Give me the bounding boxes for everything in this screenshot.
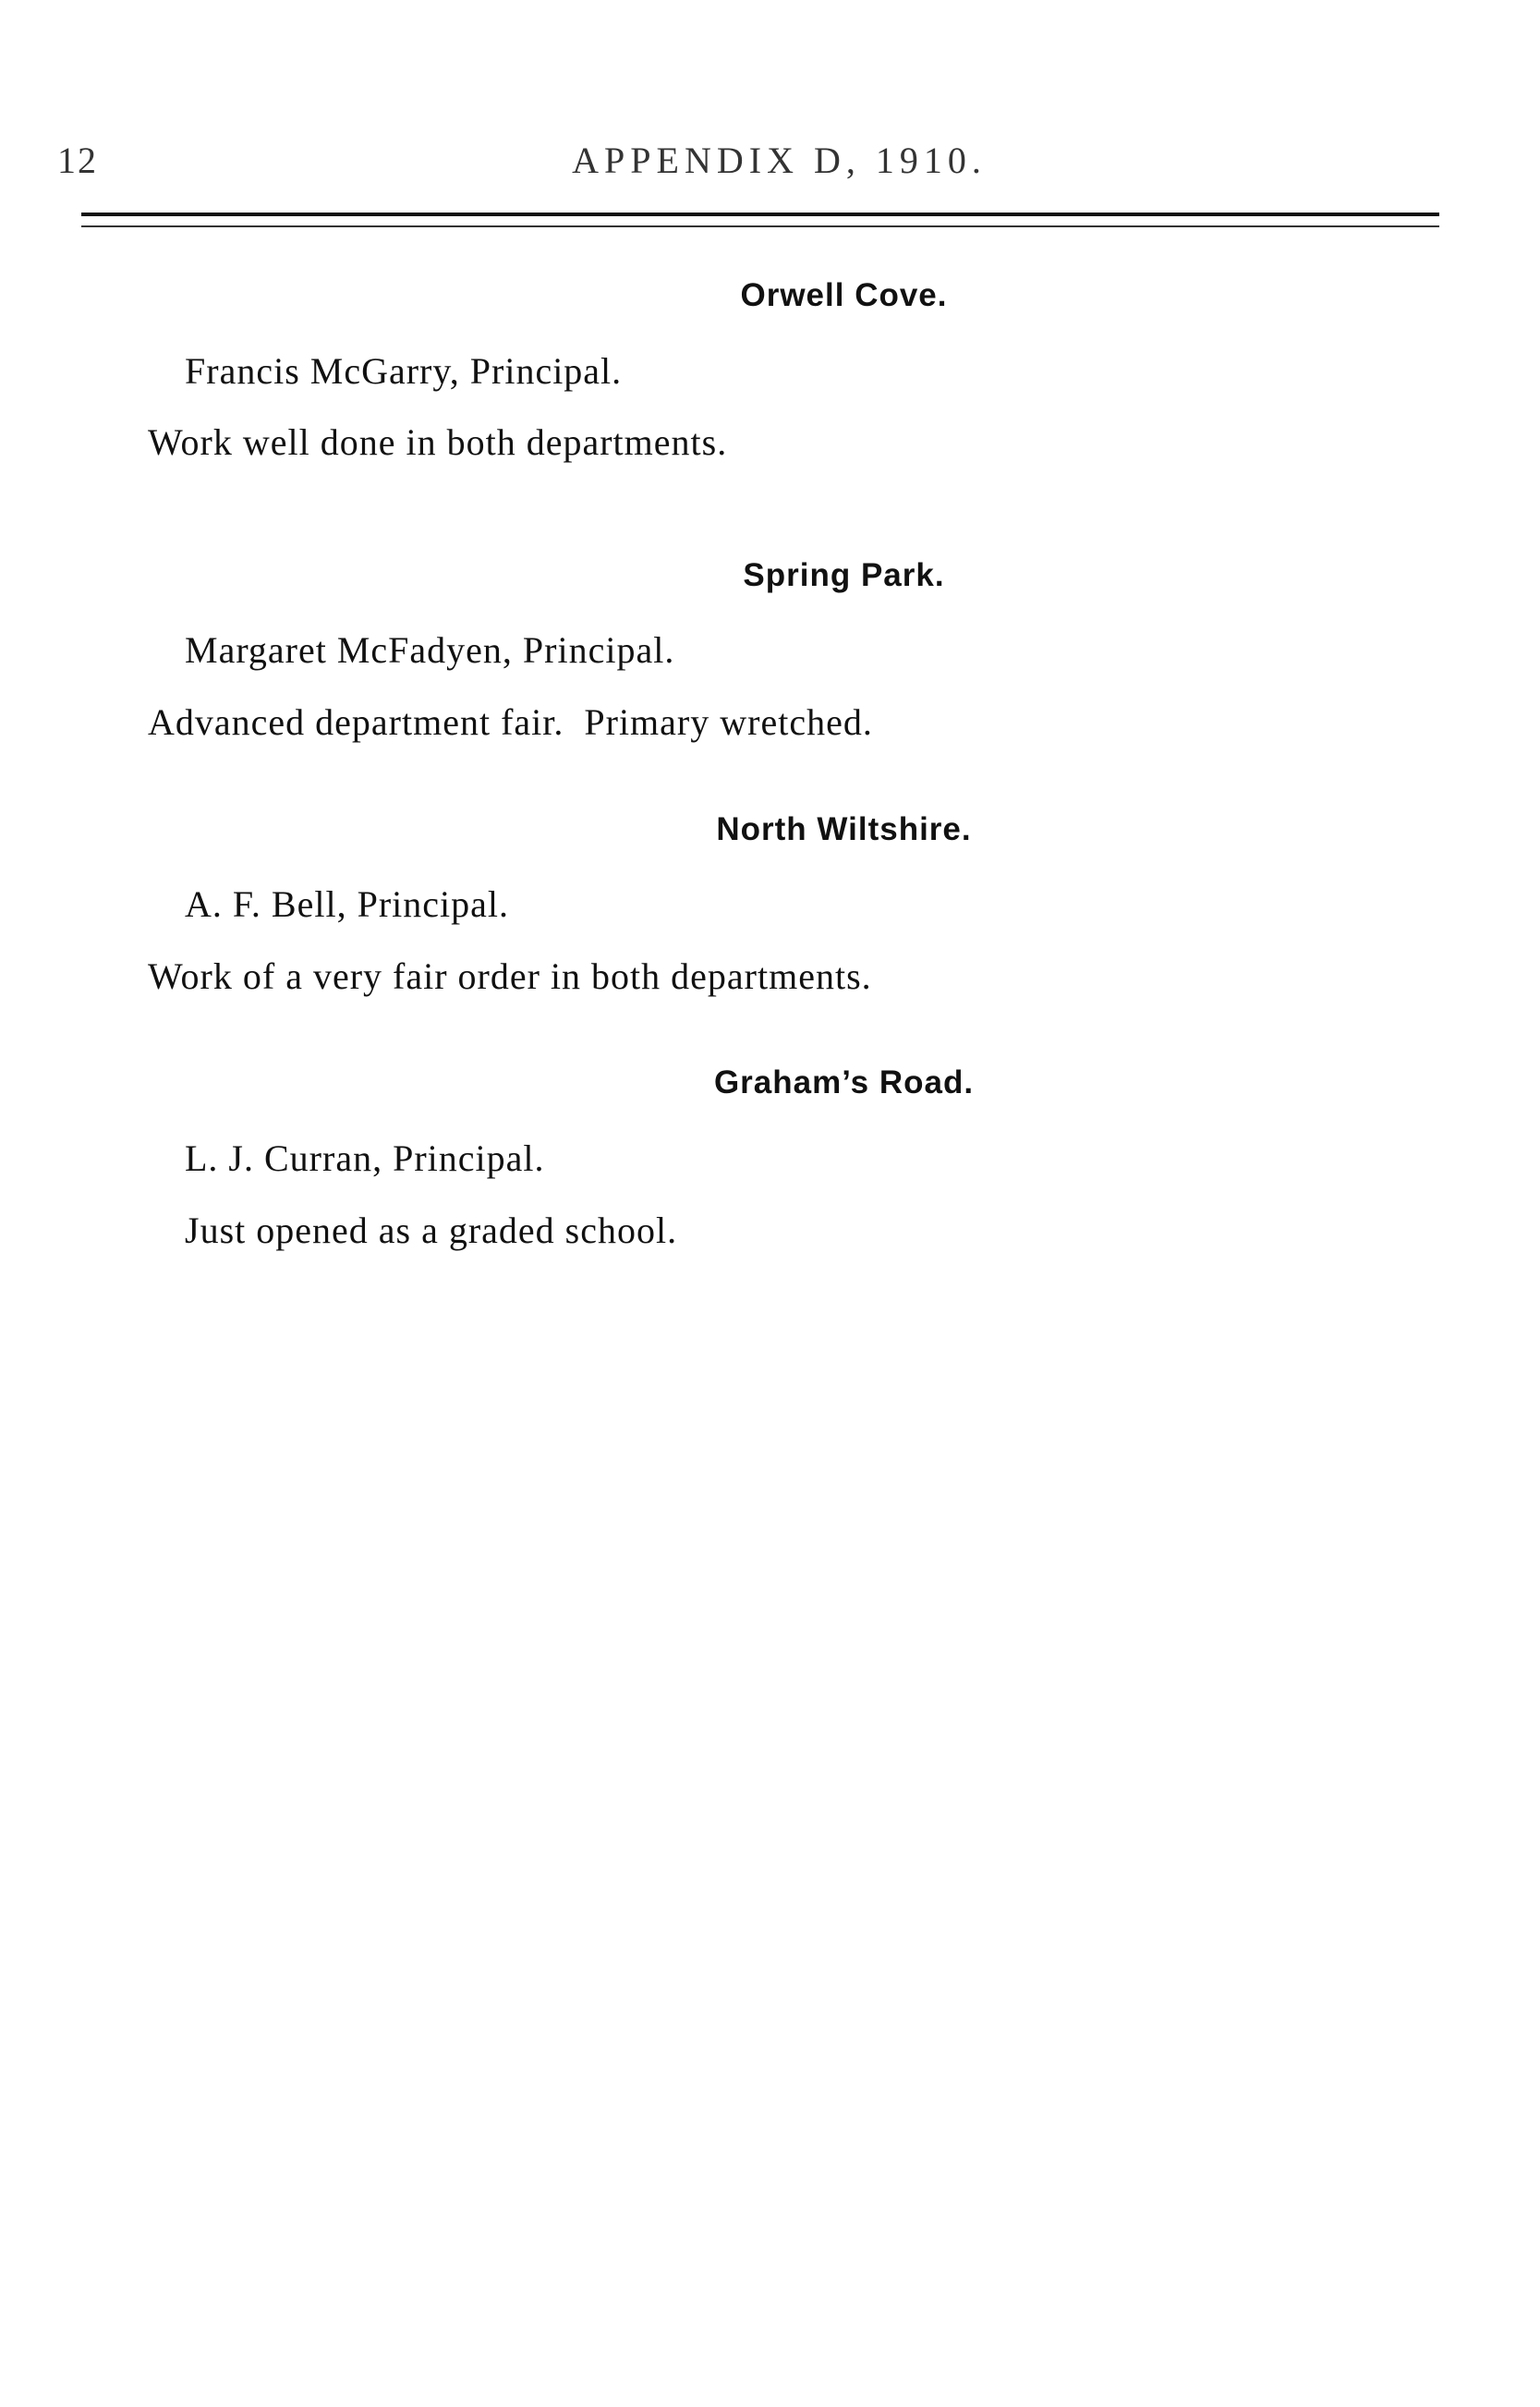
section-heading-spring-park: Spring Park.: [743, 557, 945, 593]
remark-line: Advanced department fair. Primary wretched.: [148, 701, 873, 743]
page-number: 12: [57, 140, 98, 181]
principal-line: L. J. Curran, Principal.: [185, 1137, 545, 1179]
remark-line: Work well done in both departments.: [148, 421, 728, 463]
header-rule-thin: [81, 225, 1439, 227]
header-rule-thick: [81, 213, 1439, 216]
principal-line: A. F. Bell, Principal.: [185, 883, 510, 925]
remark-line: Work of a very fair order in both departments.: [148, 955, 872, 997]
section-heading-orwell-cove: Orwell Cove.: [740, 277, 948, 313]
principal-line: Francis McGarry, Principal.: [185, 350, 623, 392]
section-heading-grahams-road: Graham’s Road.: [713, 1064, 975, 1100]
remark-line: Just opened as a graded school.: [185, 1210, 678, 1251]
running-head: APPENDIX D, 1910.: [572, 140, 987, 181]
principal-line: Margaret McFadyen, Principal.: [185, 629, 675, 671]
section-heading-north-wiltshire: North Wiltshire.: [716, 811, 972, 847]
